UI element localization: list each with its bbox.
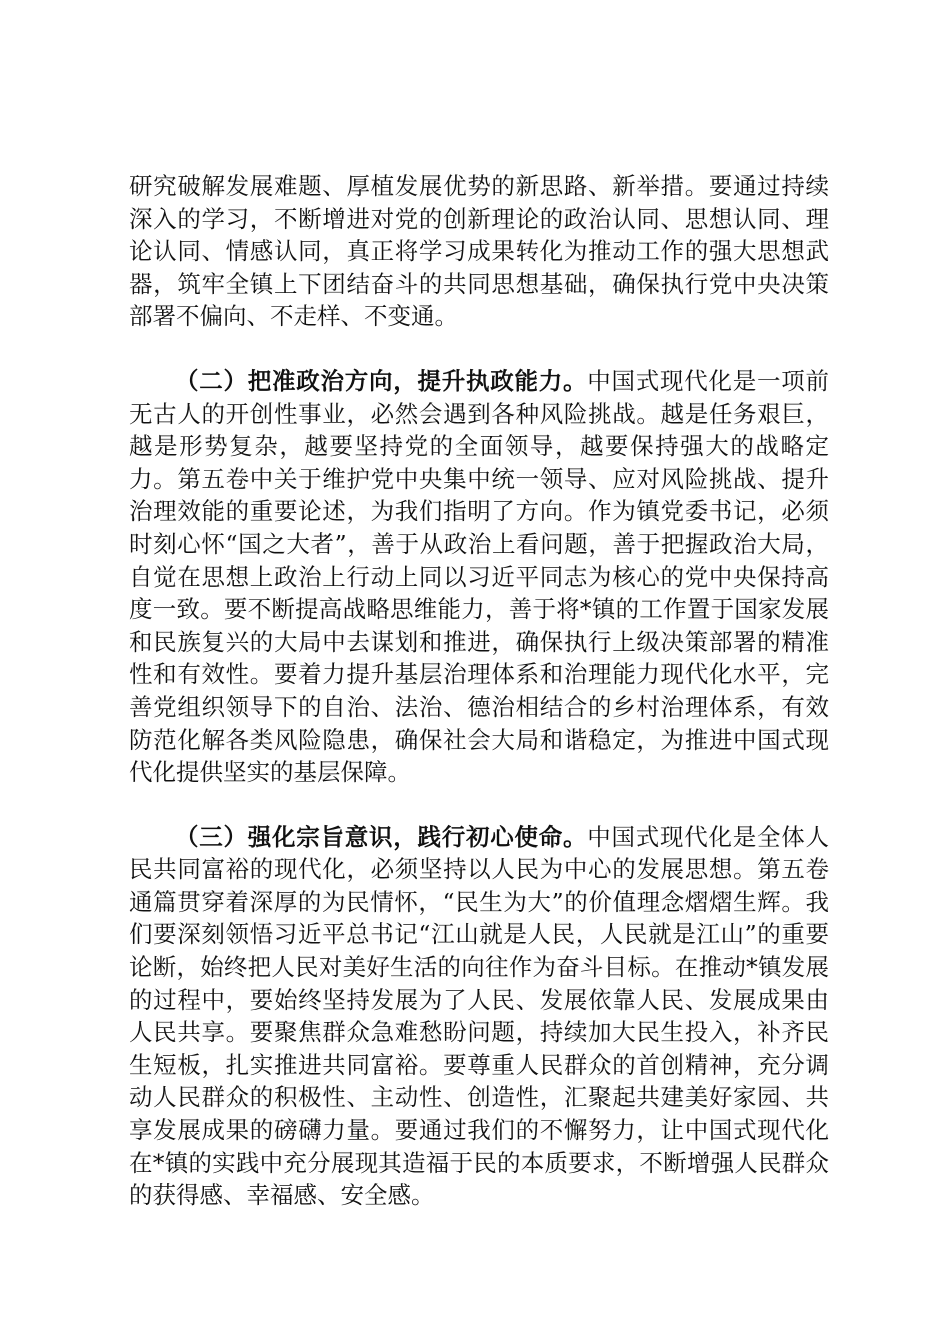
paragraph-body: 中国式现代化是全体人民共同富裕的现代化，必须坚持以人民为中心的发展思想。第五卷通篇贯穿着深厚的为民情怀，“民生为大”的价值理念熠熠生辉。我们要深刻领悟习近平总书记“江山就是人民，人民就是江山”的重要论断，始终把人民对美好生活的向往作为奋斗目标。在推动*镇发展的过程中，要始终坚持发展为了人民、发展依靠人民、发展成果由人民共享。要聚焦群众急难愁盼问题，持续加大民生投入，补齐民生短板，扎实推进共同富裕。要尊重人民群众的首创精神，充分调动人民群众的积极性、主动性、创造性，汇聚起共建美好家园、共享发展成果的磅礴力量。要通过我们的不懈努力，让中国式现代化在*镇的实践中充分展现其造福于民的本质要求，不断增强人民群众的获得感、幸福感、安全感。	[129, 822, 829, 1210]
section-heading: （二）把准政治方向，提升执政能力。	[175, 366, 588, 395]
paragraph-body: 研究破解发展难题、厚植发展优势的新思路、新举措。要通过持续深入的学习，不断增进对党的创新理论的政治认同、思想认同、理论认同、情感认同，真正将学习成果转化为推动工作的强大思想武器，筑牢全镇上下团结奋斗的共同思想基础，确保执行党中央决策部署不偏向、不走样、不变通。	[129, 172, 829, 331]
document-page	[129, 170, 829, 1244]
paragraph-continuation	[129, 170, 829, 333]
paragraph-body: 中国式现代化是一项前无古人的开创性事业，必然会遇到各种风险挑战。越是任务艰巨，越是形势复杂，越要坚持党的全面领导，越要保持强大的战略定力。第五卷中关于维护党中央集中统一领导、应对风险挑战、提升治理效能的重要论述，为我们指明了方向。作为镇党委书记，必须时刻心怀“国之大者”，善于从政治上看问题，善于把握政治大局，自觉在思想上政治上行动上同以习近平同志为核心的党中央保持高度一致。要不断提高战略思维能力，善于将*镇的工作置于国家发展和民族复兴的大局中去谋划和推进，确保执行上级决策部署的精准性和有效性。要着力提升基层治理体系和治理能力现代化水平，完善党组织领导下的自治、法治、德治相结合的乡村治理体系，有效防范化解各类风险隐患，确保社会大局和谐稳定，为推进中国式现代化提供坚实的基层保障。	[129, 366, 829, 787]
section-heading: （三）强化宗旨意识，践行初心使命。	[175, 822, 588, 851]
paragraph-section-3	[129, 821, 829, 1212]
paragraph-section-2	[129, 365, 829, 789]
